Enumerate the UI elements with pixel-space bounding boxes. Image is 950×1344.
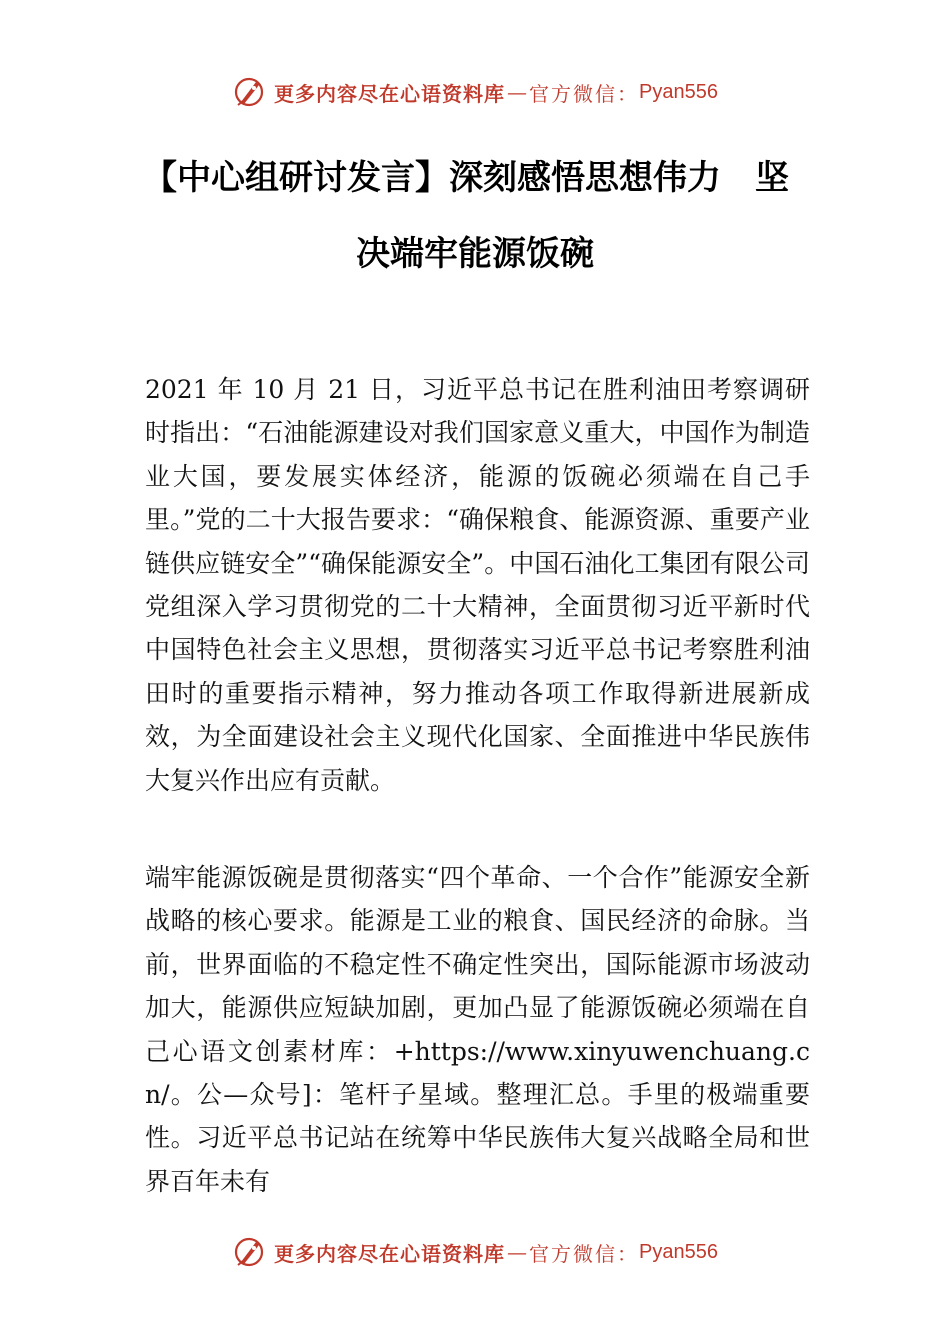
- banner-wechat-id: Pyan556: [639, 1240, 718, 1263]
- quill-pen-logo-icon: [232, 75, 266, 109]
- banner-wechat-id: Pyan556: [639, 80, 718, 103]
- footer-banner: [0, 1230, 950, 1274]
- header-banner: [0, 70, 950, 114]
- document-title-line1: 【中心组研讨发言】深刻感悟思想伟力 坚: [143, 158, 789, 198]
- banner-official-label: 官方微信：: [529, 81, 640, 106]
- banner-official-label: 官方微信：: [529, 1241, 640, 1266]
- quill-pen-logo-icon: [232, 1235, 266, 1269]
- body-paragraph-2: 端牢能源饭碗是贯彻落实“四个革命、一个合作”能源安全新战略的核心要求。能源是工业的粮食、国民经济的命脉。当前，世界面临的不稳定性不确定性突出，国际能源市场波动加大，能源供应短缺加剧，更加凸显了能源饭碗必须端在自己心语文创素材库：+https://www.xinyuwenchuang.cn/。公—众号]：笔杆子星域。整理汇总。手里的极端重要性。习近平总书记站在统筹中华民族伟大复兴战略全局和世界百年未有: [145, 863, 810, 1196]
- banner-dash: —: [507, 1240, 528, 1264]
- body-paragraph-1: 2021 年 10 月 21 日，习近平总书记在胜利油田考察调研时指出：“石油能源建设对我们国家意义重大，中国作为制造业大国，要发展实体经济，能源的饭碗必须端在自己手里。”党的二十大报告要求：“确保粮食、能源资源、重要产业链供应链安全”“确保能源安全”。中国石油化工集团有限公司党组深入学习贯彻党的二十大精神，全面贯彻习近平新时代中国特色社会主义思想，贯彻落实习近平总书记考察胜利油田时的重要指示精神，努力推动各项工作取得新进展新成效，为全面建设社会主义现代化国家、全面推进中华民族伟大复兴作出应有贡献。: [145, 375, 810, 795]
- banner-brand-text: 更多内容尽在心语资料库: [274, 1241, 506, 1266]
- banner-brand-text: 更多内容尽在心语资料库: [274, 81, 506, 106]
- document-title-line2: 决端牢能源饭碗: [356, 234, 594, 274]
- banner-dash: —: [507, 80, 528, 104]
